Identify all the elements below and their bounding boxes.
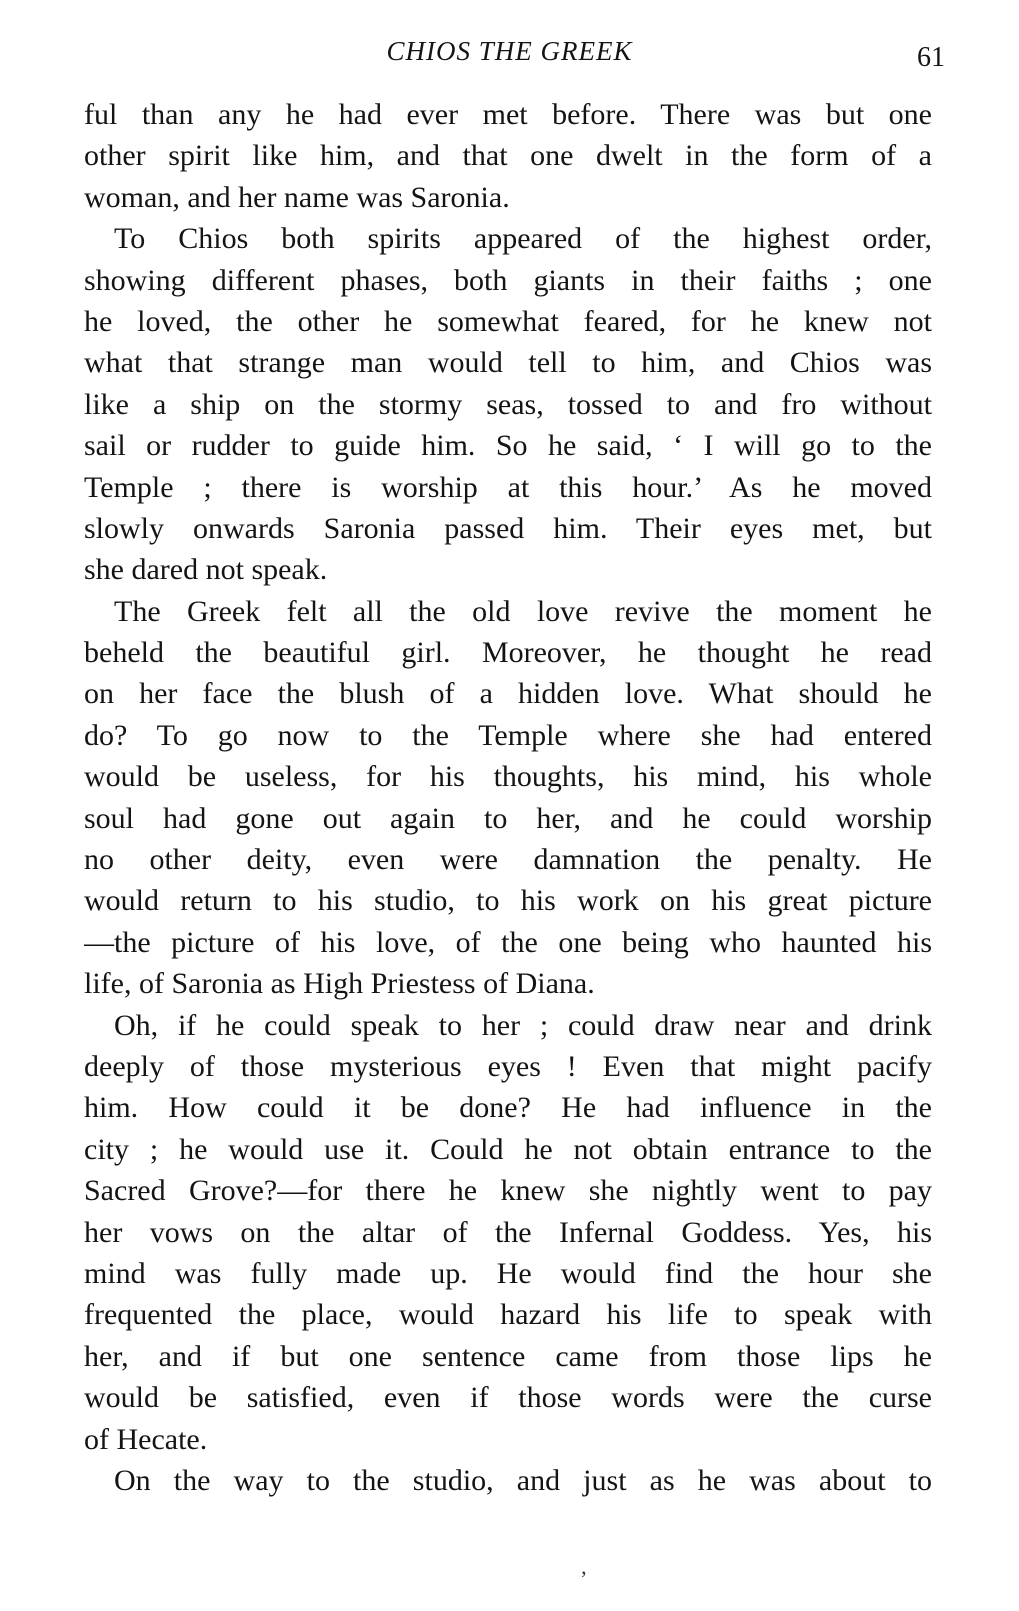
text-line: Oh, if he could speak to her ; could draw near and drink: [114, 1008, 932, 1042]
text-line: would return to his studio, to his work on his great picture: [84, 884, 932, 918]
text-line: would be satisfied, even if those words were the curse: [84, 1381, 932, 1415]
text-line: him. How could it be done? He had influence in the: [84, 1091, 932, 1125]
footer-mark: ’: [580, 1566, 588, 1591]
text-line: her vows on the altar of the Infernal Goddess. Yes, his: [84, 1215, 932, 1249]
text-line: city ; he would use it. Could he not obtain entrance to the: [84, 1132, 932, 1166]
text-line: To Chios both spirits appeared of the highest order,: [114, 222, 932, 256]
text-line: would be useless, for his thoughts, his mind, his whole: [84, 760, 932, 794]
text-line: slowly onwards Saronia passed him. Their eyes met, but: [84, 511, 932, 545]
paragraph: [84, 1005, 932, 1460]
body-text: [84, 94, 932, 1501]
text-line: The Greek felt all the old love revive the moment he: [114, 594, 932, 628]
running-head: [0, 30, 1019, 74]
page-number: 61: [917, 42, 945, 73]
text-line: she dared not speak.: [84, 553, 328, 587]
text-line: other spirit like him, and that one dwelt in the form of a: [84, 139, 932, 173]
text-line: no other deity, even were damnation the penalty. He: [84, 843, 932, 877]
text-line: showing different phases, both giants in their faiths ; one: [84, 263, 932, 297]
paragraph: [84, 218, 932, 591]
text-line: ful than any he had ever met before. There was but one: [84, 98, 932, 131]
text-line: mind was fully made up. He would find the hour she: [84, 1256, 932, 1290]
text-line: On the way to the studio, and just as he was about to: [114, 1463, 932, 1497]
text-line: sail or rudder to guide him. So he said, ‘ I will go to the: [84, 429, 932, 463]
text-line: do? To go now to the Temple where she had entered: [84, 718, 932, 752]
text-line: soul had gone out again to her, and he could worship: [84, 801, 932, 835]
text-line: like a ship on the stormy seas, tossed to and fro without: [84, 387, 932, 421]
text-line: woman, and her name was Saronia.: [84, 180, 510, 214]
text-line: what that strange man would tell to him, and Chios was: [84, 346, 932, 380]
text-line: life, of Saronia as High Priestess of Diana.: [84, 967, 595, 1001]
paragraph: [84, 591, 932, 1005]
text-line: on her face the blush of a hidden love. What should he: [84, 677, 932, 711]
paragraph: [84, 94, 932, 218]
text-line: Temple ; there is worship at this hour.’ As he moved: [84, 470, 932, 504]
running-title: CHIOS THE GREEK: [386, 36, 633, 66]
text-line: of Hecate.: [84, 1422, 208, 1456]
text-line: —the picture of his love, of the one being who haunted his: [84, 925, 932, 959]
text-line: beheld the beautiful girl. Moreover, he thought he read: [84, 636, 932, 670]
text-line: frequented the place, would hazard his life to speak with: [84, 1298, 932, 1332]
text-line: he loved, the other he somewhat feared, for he knew not: [84, 304, 932, 338]
text-line: her, and if but one sentence came from those lips he: [84, 1339, 932, 1373]
paragraph: [84, 1460, 932, 1501]
text-line: Sacred Grove?—for there he knew she nightly went to pay: [84, 1174, 932, 1208]
text-line: deeply of those mysterious eyes ! Even that might pacify: [84, 1049, 932, 1083]
